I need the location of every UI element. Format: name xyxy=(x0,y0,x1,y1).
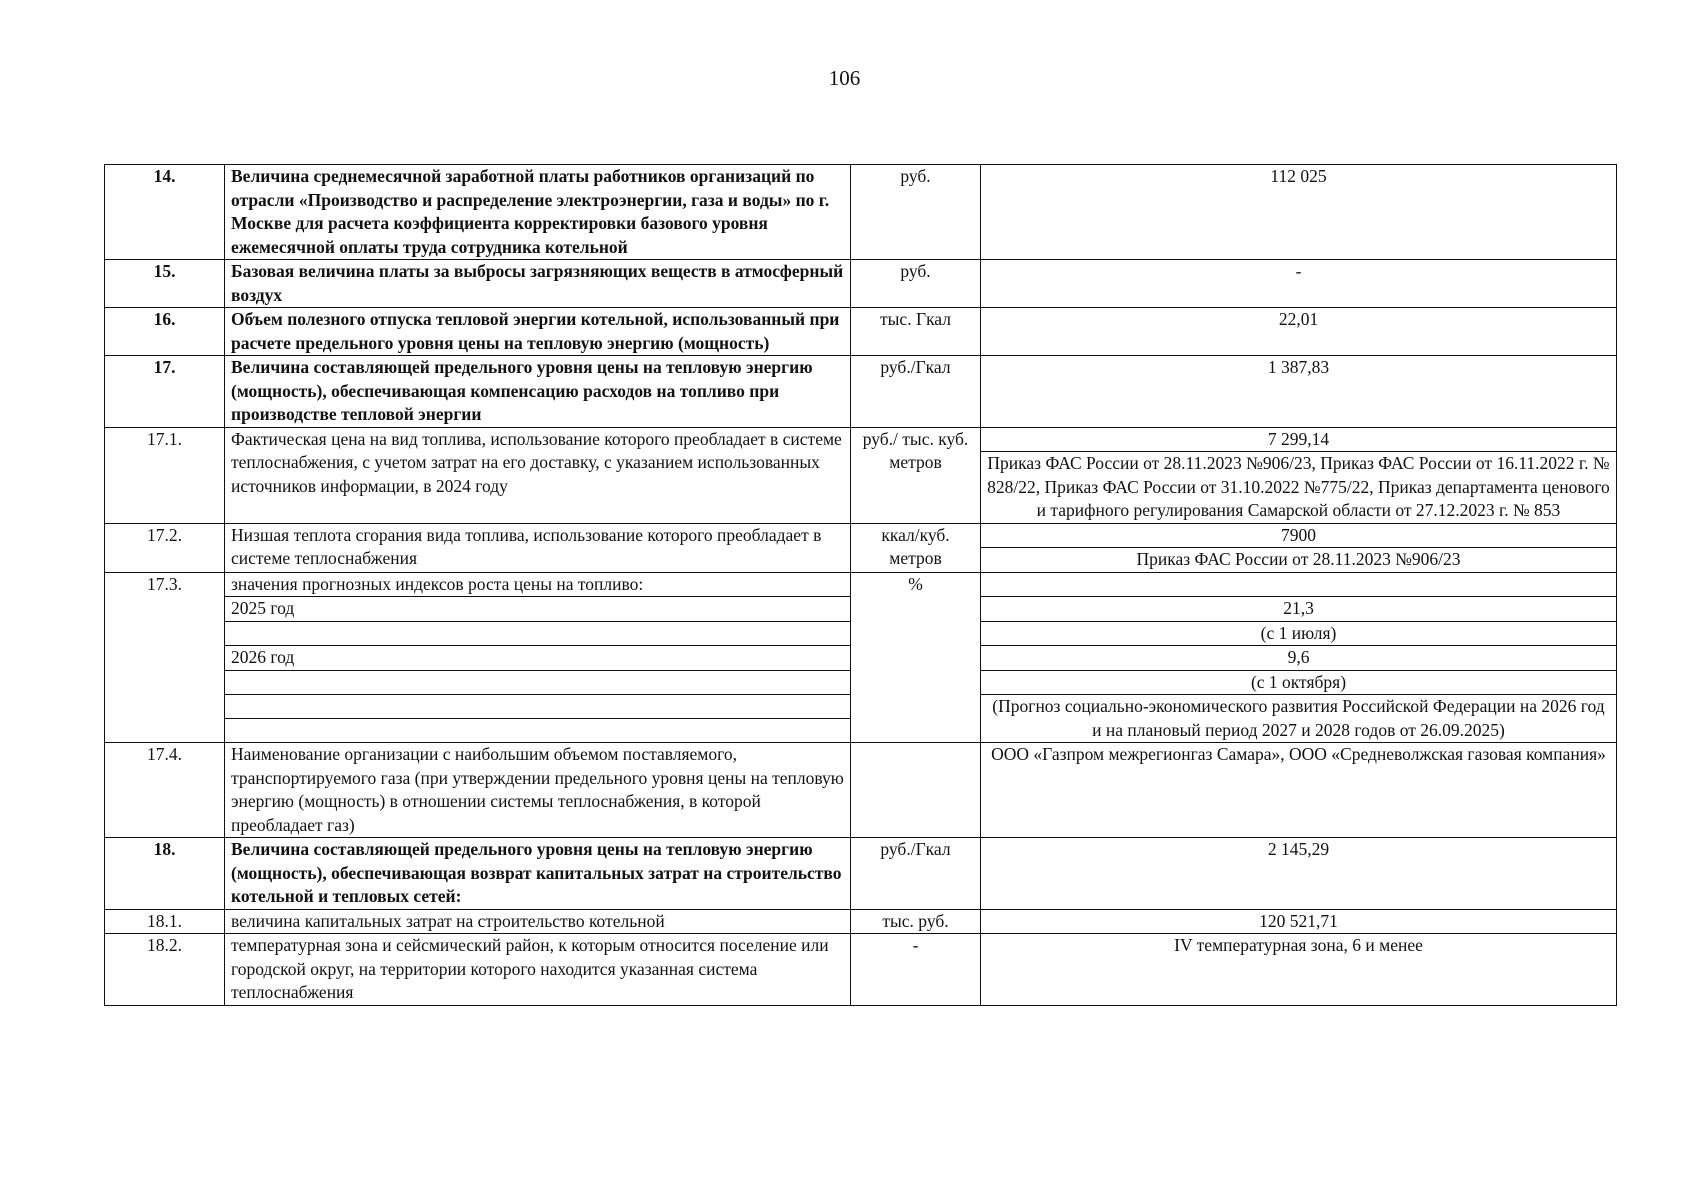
empty-cell xyxy=(225,621,851,646)
row-number: 14. xyxy=(105,165,225,260)
parameters-table xyxy=(104,164,1617,1006)
table-row-14 xyxy=(105,165,1617,260)
row-description: Фактическая цена на вид топлива, использование которого преобладает в системе теплоснабжения, с учетом затрат на его доставку, с указанием использованных источников информации, в 2024 году xyxy=(225,427,851,523)
year-note-2026: (с 1 октября) xyxy=(981,670,1617,695)
row-value: 7 299,14 xyxy=(981,427,1617,452)
year-note-2025: (с 1 июля) xyxy=(981,621,1617,646)
year-value-2026: 9,6 xyxy=(981,646,1617,671)
table-row-17-1 xyxy=(105,427,1617,452)
table-row-17-2 xyxy=(105,523,1617,548)
row-description: Величина среднемесячной заработной платы работников организаций по отрасли «Производство и распределение электроэнергии, газа и воды» по г. Москве для расчета коэффициента корректировки базового уровня ежемесячной оплаты труда сотрудника котельной xyxy=(225,165,851,260)
row-unit: руб./ тыс. куб. метров xyxy=(851,427,981,523)
year-label-2025: 2025 год xyxy=(225,597,851,622)
row-unit: руб./Гкал xyxy=(851,838,981,910)
row-unit: руб. xyxy=(851,165,981,260)
table-row-17-4 xyxy=(105,743,1617,838)
row-unit: руб. xyxy=(851,260,981,308)
table-row-18-1 xyxy=(105,909,1617,934)
row-number: 17.1. xyxy=(105,427,225,523)
row-value: 1 387,83 xyxy=(981,356,1617,428)
row-number: 15. xyxy=(105,260,225,308)
row-number: 16. xyxy=(105,308,225,356)
row-source: (Прогноз социально-экономического развития Российской Федерации на 2026 год и на плановый период 2027 и 2028 годов от 26.09.2025) xyxy=(981,695,1617,743)
row-unit: ккал/куб. метров xyxy=(851,523,981,572)
row-unit: - xyxy=(851,934,981,1006)
row-unit: % xyxy=(851,572,981,743)
row-description: Низшая теплота сгорания вида топлива, использование которого преобладает в системе теплоснабжения xyxy=(225,523,851,572)
row-number: 17.2. xyxy=(105,523,225,572)
row-number: 17.3. xyxy=(105,572,225,743)
row-value-empty xyxy=(981,572,1617,597)
row-description: значения прогнозных индексов роста цены на топливо: xyxy=(225,572,851,597)
row-description: температурная зона и сейсмический район, к которым относится поселение или городской округ, на территории которого находится указанная система теплоснабжения xyxy=(225,934,851,1006)
table-row-18-2 xyxy=(105,934,1617,1006)
row-number: 18.2. xyxy=(105,934,225,1006)
table-row-15 xyxy=(105,260,1617,308)
row-source: Приказ ФАС России от 28.11.2023 №906/23, Приказ ФАС России от 16.11.2022 г. № 828/22, Приказ ФАС России от 31.10.2022 №775/22, Приказ департамента ценового и тарифного регулирования Самарской области от 27.12.2023 г. № 853 xyxy=(981,452,1617,524)
row-description: Наименование организации с наибольшим объемом поставляемого, транспортируемого газа (при утверждении предельного уровня цены на тепловую энергию (мощность) в отношении системы теплоснабжения, в которой преобладает газ) xyxy=(225,743,851,838)
row-description: Базовая величина платы за выбросы загрязняющих веществ в атмосферный воздух xyxy=(225,260,851,308)
row-value: IV температурная зона, 6 и менее xyxy=(981,934,1617,1006)
parameters-table-container xyxy=(104,164,1616,1006)
row-number: 18.1. xyxy=(105,909,225,934)
table-row-16 xyxy=(105,308,1617,356)
empty-cell xyxy=(225,670,851,695)
row-unit: тыс. руб. xyxy=(851,909,981,934)
year-label-2026: 2026 год xyxy=(225,646,851,671)
row-value: 2 145,29 xyxy=(981,838,1617,910)
table-row-17-3 xyxy=(105,572,1617,597)
row-source: Приказ ФАС России от 28.11.2023 №906/23 xyxy=(981,548,1617,573)
row-number: 17.4. xyxy=(105,743,225,838)
row-description: Объем полезного отпуска тепловой энергии котельной, использованный при расчете предельного уровня цены на тепловую энергию (мощность) xyxy=(225,308,851,356)
row-description: Величина составляющей предельного уровня цены на тепловую энергию (мощность), обеспечивающая возврат капитальных затрат на строительство котельной и тепловых сетей: xyxy=(225,838,851,910)
row-value: 120 521,71 xyxy=(981,909,1617,934)
row-description: Величина составляющей предельного уровня цены на тепловую энергию (мощность), обеспечивающая компенсацию расходов на топливо при производстве тепловой энергии xyxy=(225,356,851,428)
page-number: 106 xyxy=(828,66,861,90)
table-row-17 xyxy=(105,356,1617,428)
empty-cell xyxy=(225,719,851,743)
row-value: 22,01 xyxy=(981,308,1617,356)
row-value: ООО «Газпром межрегионгаз Самара», ООО «Средневолжская газовая компания» xyxy=(981,743,1617,838)
table-row-18 xyxy=(105,838,1617,910)
row-description: величина капитальных затрат на строительство котельной xyxy=(225,909,851,934)
row-value: - xyxy=(981,260,1617,308)
row-unit xyxy=(851,743,981,838)
row-unit: руб./Гкал xyxy=(851,356,981,428)
row-unit: тыс. Гкал xyxy=(851,308,981,356)
empty-cell xyxy=(225,695,851,719)
row-number: 18. xyxy=(105,838,225,910)
year-value-2025: 21,3 xyxy=(981,597,1617,622)
row-value: 7900 xyxy=(981,523,1617,548)
row-value: 112 025 xyxy=(981,165,1617,260)
row-number: 17. xyxy=(105,356,225,428)
